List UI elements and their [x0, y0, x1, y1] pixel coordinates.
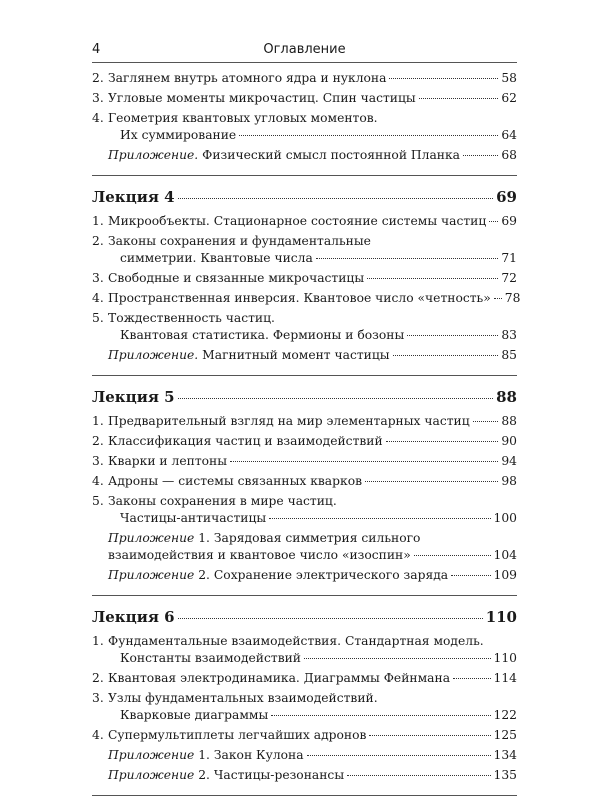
entry-number: 2. — [92, 671, 104, 685]
lecture-heading[interactable] — [92, 188, 517, 206]
entry-text: Константы взаимодействий — [120, 651, 302, 665]
leader-dots — [473, 421, 499, 422]
entry-line — [92, 310, 517, 327]
toc-entry[interactable] — [92, 290, 521, 307]
entry-line — [92, 433, 517, 450]
leader-dots — [307, 755, 491, 756]
entry-text: Их суммирование — [120, 128, 237, 142]
entry-line — [120, 510, 517, 527]
entry-line — [120, 327, 517, 344]
entry-line — [92, 727, 517, 744]
lecture-heading[interactable] — [92, 608, 517, 626]
entry-line — [92, 473, 517, 490]
leader-dots — [389, 78, 498, 79]
leader-dots — [419, 98, 499, 99]
entry-line — [92, 70, 517, 87]
running-header — [92, 40, 517, 63]
leader-dots — [367, 278, 498, 279]
appendix-prefix: Приложение. — [108, 148, 199, 162]
lecture-page: 110 — [485, 608, 517, 626]
entry-text: 2. Законы сохранения и фундаментальные — [92, 234, 371, 248]
toc-entry[interactable] — [92, 473, 517, 490]
appendix-entry[interactable] — [92, 347, 517, 364]
lecture-title: Лекция 5 — [92, 388, 175, 406]
entry-page: 134 — [493, 748, 517, 762]
entry-line — [108, 530, 517, 547]
entry-text: симметрии. Квантовые числа — [120, 251, 313, 265]
entry-text: 2. Заглянем внутрь атомного ядра и нуклона — [92, 71, 387, 85]
entry-text: 3. Свободные и связанные микрочастицы — [92, 271, 365, 285]
entry-text: 1. Фундаментальные взаимодействия. Стандартная модель. — [92, 634, 484, 648]
entry-page: 83 — [501, 328, 517, 342]
entry-line — [92, 413, 517, 430]
entry-page: 125 — [493, 728, 517, 742]
entry-number: 1. — [92, 634, 104, 648]
entry-line — [92, 453, 517, 470]
entry-number: 3. — [92, 454, 104, 468]
toc-entry[interactable] — [92, 433, 517, 450]
entry-text: 2. Квантовая электродинамика. Диаграммы Фейнмана — [92, 671, 451, 685]
entry-text: 5. Законы сохранения в мире частиц. — [92, 494, 337, 508]
entry-text: 1. Предварительный взгляд на мир элементарных частиц — [92, 414, 470, 428]
appendix-entry[interactable] — [92, 147, 517, 164]
leader-dots — [407, 335, 498, 336]
entry-text: Приложение 2. Частицы-резонансы — [108, 768, 345, 782]
toc-entry[interactable] — [92, 670, 517, 687]
toc-entry[interactable] — [92, 493, 517, 527]
leader-dots — [178, 198, 494, 199]
toc-entry[interactable] — [92, 70, 517, 87]
entry-text: 4. Супермультиплеты легчайших адронов — [92, 728, 367, 742]
lecture-title: Лекция 4 — [92, 188, 175, 206]
page-number: 4 — [92, 42, 101, 57]
entry-text: взаимодействия и квантовое число «изоспин» — [108, 548, 411, 562]
entry-page: 90 — [501, 434, 517, 448]
entry-page: 98 — [501, 474, 517, 488]
entry-page: 58 — [501, 71, 517, 85]
appendix-prefix: Приложение — [108, 748, 195, 762]
entry-page: 68 — [501, 148, 517, 162]
entry-line — [108, 147, 517, 164]
leader-dots — [178, 618, 483, 619]
toc-entry[interactable] — [92, 90, 517, 107]
entry-number: 5. — [92, 494, 104, 508]
leader-dots — [463, 155, 498, 156]
leader-dots — [269, 518, 490, 519]
entry-text: Приложение. Физический смысл постоянной Планка — [108, 148, 461, 162]
entry-number: 5. — [92, 311, 104, 325]
entry-page: 72 — [501, 271, 517, 285]
entry-text: 3. Угловые моменты микрочастиц. Спин частицы — [92, 91, 416, 105]
lecture-heading[interactable] — [92, 388, 517, 406]
leader-dots — [230, 461, 498, 462]
entry-page: 109 — [493, 568, 517, 582]
entry-line — [92, 270, 517, 287]
entry-line — [92, 110, 517, 127]
entry-text: 4. Пространственная инверсия. Квантовое число «четность» — [92, 291, 491, 305]
entry-line — [120, 650, 517, 667]
entry-text: Кварковые диаграммы — [120, 708, 269, 722]
entry-number: 4. — [92, 474, 104, 488]
entry-text: 1. Микрообъекты. Стационарное состояние системы частиц — [92, 214, 487, 228]
toc-entry[interactable] — [92, 110, 517, 144]
appendix-entry[interactable] — [92, 567, 517, 584]
entry-number: 4. — [92, 111, 104, 125]
leader-dots — [316, 258, 499, 259]
toc-section — [92, 70, 517, 176]
entry-text: 4. Геометрия квантовых угловых моментов. — [92, 111, 378, 125]
entry-line — [108, 547, 517, 564]
entry-line — [92, 90, 517, 107]
toc-entry[interactable] — [92, 453, 517, 470]
entry-line — [92, 633, 517, 650]
entry-text: 3. Кварки и лептоны — [92, 454, 228, 468]
leader-dots — [304, 658, 491, 659]
leader-dots — [347, 775, 490, 776]
entry-text: 5. Тождественность частиц. — [92, 311, 275, 325]
leader-dots — [494, 298, 502, 299]
toc-section — [92, 388, 517, 596]
entry-page: 88 — [501, 414, 517, 428]
leader-dots — [451, 575, 490, 576]
entry-text: 2. Классификация частиц и взаимодействий — [92, 434, 383, 448]
entry-text: Приложение. Магнитный момент частицы — [108, 348, 390, 362]
entry-line — [120, 707, 517, 724]
entry-line — [92, 290, 521, 307]
appendix-prefix: Приложение. — [108, 348, 199, 362]
toc-entry[interactable] — [92, 213, 517, 230]
leader-dots — [239, 135, 498, 136]
entry-page: 64 — [501, 128, 517, 142]
appendix-prefix: Приложение — [108, 531, 195, 545]
entry-page: 135 — [493, 768, 517, 782]
entry-page: 71 — [501, 251, 517, 265]
entry-page: 62 — [501, 91, 517, 105]
toc-entry[interactable] — [92, 413, 517, 430]
entry-line — [120, 127, 517, 144]
entry-number: 1. — [92, 214, 104, 228]
leader-dots — [365, 481, 498, 482]
leader-dots — [489, 221, 498, 222]
entry-page: 114 — [493, 671, 517, 685]
leader-dots — [271, 715, 490, 716]
table-of-contents — [92, 70, 521, 808]
entry-line — [108, 347, 517, 364]
entry-page: 100 — [493, 511, 517, 525]
entry-number: 2. — [92, 234, 104, 248]
toc-section — [92, 188, 521, 376]
leader-dots — [369, 735, 490, 736]
entry-line — [108, 767, 517, 784]
entry-page: 78 — [504, 291, 521, 305]
entry-page: 110 — [493, 651, 517, 665]
entry-text: Приложение 1. Закон Кулона — [108, 748, 304, 762]
leader-dots — [453, 678, 490, 679]
entry-number: 1. — [92, 414, 104, 428]
entry-page: 94 — [501, 454, 517, 468]
appendix-entry[interactable] — [92, 530, 517, 564]
entry-number: 3. — [92, 271, 104, 285]
entry-number: 4. — [92, 728, 104, 742]
appendix-prefix: Приложение — [108, 768, 195, 782]
entry-number: 3. — [92, 91, 104, 105]
lecture-title: Лекция 6 — [92, 608, 175, 626]
entry-text: Квантовая статистика. Фермионы и бозоны — [120, 328, 405, 342]
leader-dots — [393, 355, 499, 356]
toc-section — [92, 608, 517, 796]
entry-page: 122 — [493, 708, 517, 722]
entry-line — [92, 213, 517, 230]
entry-text: Частицы-античастицы — [120, 511, 267, 525]
leader-dots — [178, 398, 494, 399]
appendix-entry[interactable] — [92, 767, 517, 784]
entry-text: 3. Узлы фундаментальных взаимодействий. — [92, 691, 378, 705]
entry-number: 4. — [92, 291, 104, 305]
toc-entry[interactable] — [92, 633, 517, 667]
entry-line — [92, 670, 517, 687]
entry-line — [92, 493, 517, 510]
toc-entry[interactable] — [92, 690, 517, 724]
entry-page: 85 — [501, 348, 517, 362]
lecture-page: 88 — [496, 388, 517, 406]
toc-entry[interactable] — [92, 727, 517, 744]
entry-number: 3. — [92, 691, 104, 705]
entry-line — [108, 567, 517, 584]
entry-line — [120, 250, 517, 267]
entry-text: 4. Адроны — системы связанных кварков — [92, 474, 363, 488]
entry-text: Приложение 1. Зарядовая симметрия сильного — [108, 531, 421, 545]
entry-page: 69 — [501, 214, 517, 228]
entry-line — [92, 233, 517, 250]
entry-page: 104 — [493, 548, 517, 562]
entry-number: 2. — [92, 434, 104, 448]
entry-number: 2. — [92, 71, 104, 85]
toc-entry[interactable] — [92, 270, 517, 287]
leader-dots — [386, 441, 499, 442]
entry-line — [92, 690, 517, 707]
toc-entry[interactable] — [92, 310, 517, 344]
page-title: Оглавление — [263, 42, 346, 57]
appendix-prefix: Приложение — [108, 568, 195, 582]
leader-dots — [414, 555, 491, 556]
lecture-page: 69 — [496, 188, 517, 206]
toc-entry[interactable] — [92, 233, 517, 267]
entry-text: Приложение 2. Сохранение электрического заряда — [108, 568, 449, 582]
